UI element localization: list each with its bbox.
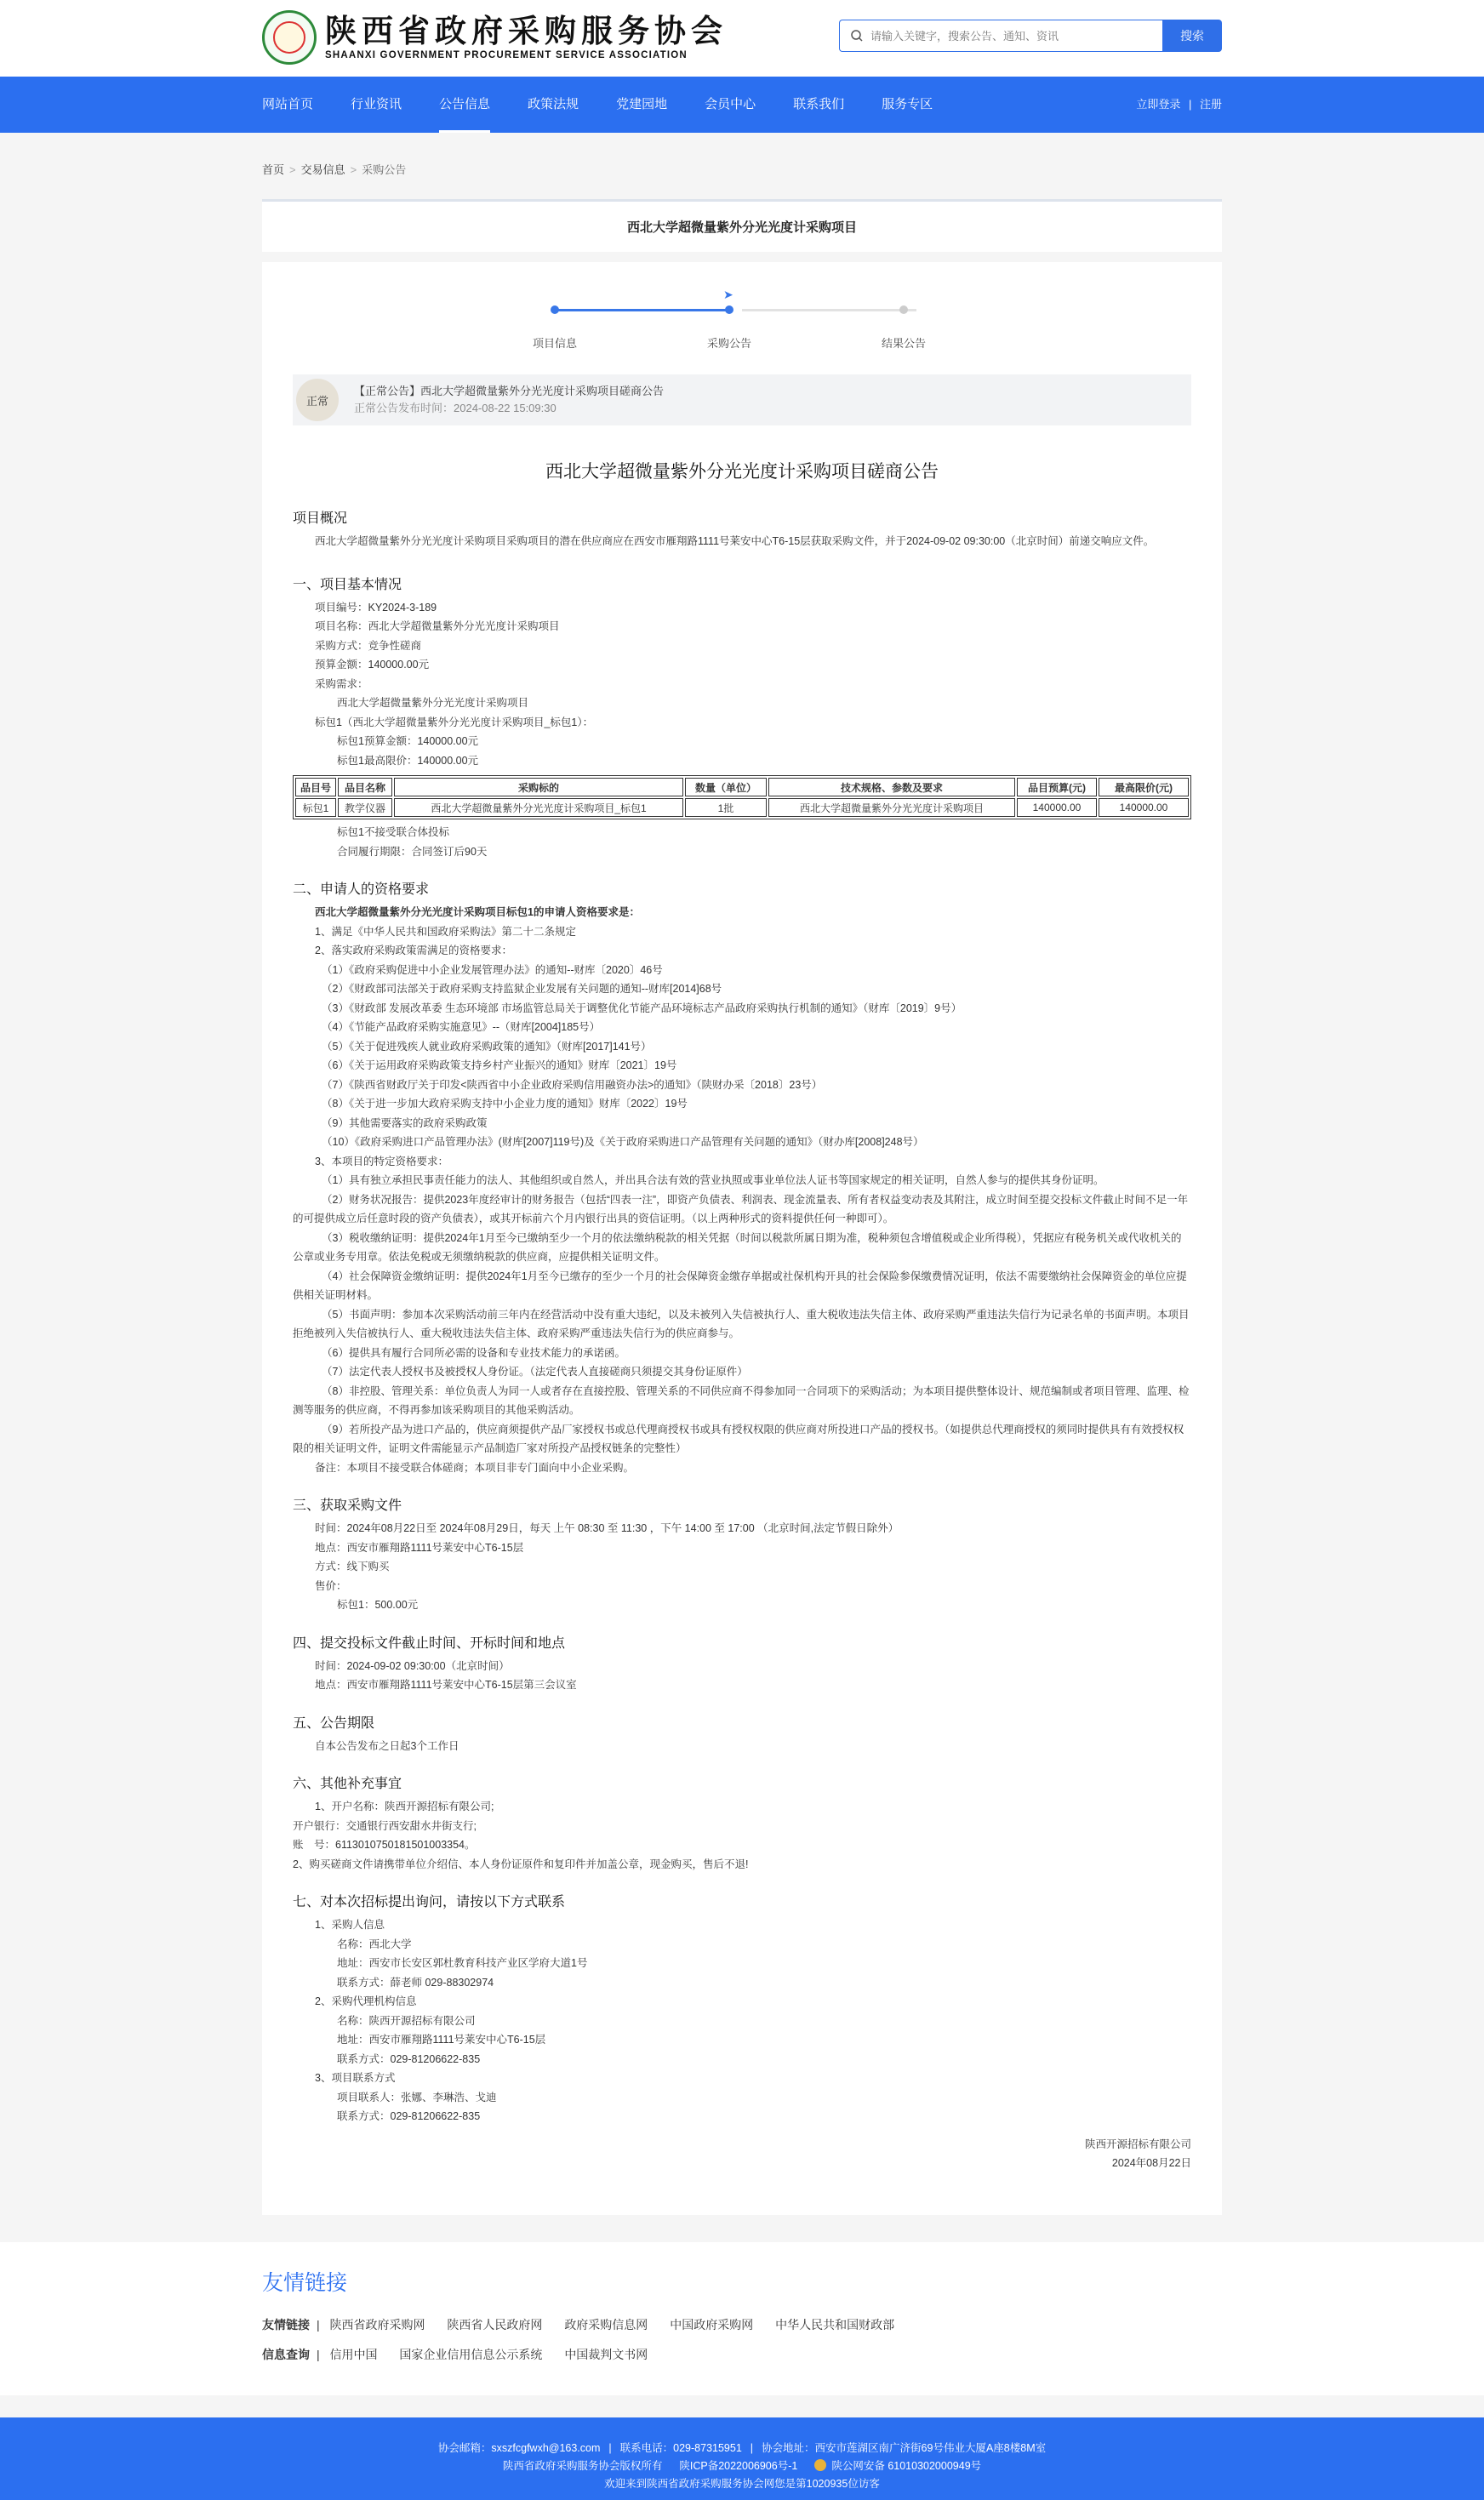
search-button[interactable]: 搜索 [1162,20,1222,52]
logo-chinese-name: 陕西省政府采购服务协会 [325,12,728,49]
contact-line: 联系方式：薛老师 029-88302974 [337,1976,494,1989]
nav-member-center[interactable]: 会员中心 [705,97,756,111]
nav-party-building[interactable]: 党建园地 [616,97,668,111]
page-title: 西北大学超微量紫外分光光度计采购项目 [262,199,1222,252]
policy-item: （8）《关于进一步加大政府采购支持中小企业力度的通知》财库〔2022〕19号 [322,1098,688,1110]
qualification-remark: 备注：本项目不接受联合体磋商；本项目非专门面向中小企业采购。 [315,1461,635,1474]
step-line-done [555,309,729,311]
table-header: 品目预算(元) [1017,778,1097,796]
special-requirement: （3）税收缴纳证明：提供2024年1月至今已缴纳至少一个月的依法缴纳税款的相关凭据（时间以税款所属日期为准，税种须包含增值税或企业所得税），凭据应有税务机关或代收机关的公章或业务专用章。依法免税或无须缴纳税款的供应商，应提供相关证明文件。 [293,1231,1182,1263]
footer-contact-row [0,2440,1484,2457]
breadcrumb-separator: > [289,163,296,176]
package-budget: 标包1预算金额：140000.00元 [337,735,479,747]
breadcrumb-separator: > [350,163,357,176]
announcement-content [262,262,1222,2215]
nav-contact[interactable]: 联系我们 [793,97,845,111]
status-badge: 正常 [296,379,339,421]
overview-text: 西北大学超微量紫外分光光度计采购项目采购项目的潜在供应商应在西安市雁翔路1111号莱安中心T6-15层获取采购文件，并于2024-09-02 09:30:00（北京时间）前递交响应文件。 [315,535,1155,547]
policy-item: （6）《关于运用政府采购政策支持乡村产业振兴的通知》财库〔2021〕19号 [322,1059,677,1071]
step-label-project-info[interactable]: 项目信息 [532,337,577,350]
signature-org: 陕西开源招标有限公司 [1084,2138,1191,2150]
contact-line: 联系方式：029-81206622-835 [337,2110,481,2122]
qualification-item: 2、落实政府采购政策需满足的资格要求： [315,945,512,956]
section-4-heading: 四、提交投标文件截止时间、开标时间和地点 [293,1635,566,1651]
notice-title[interactable]: 【正常公告】西北大学超微量紫外分光光度计采购项目磋商公告 [354,385,665,397]
table-row [295,798,1189,817]
special-requirement: （6）提供具有履行合同所必需的设备和专业技术能力的承诺函。 [322,1346,625,1359]
table-cell: 140000.00 [1017,798,1097,817]
table-header: 数量（单位） [685,778,767,796]
top-header [0,0,1484,77]
contact-line: 项目联系人：张娜、李琳浩、戈迪 [337,2091,497,2103]
footer-email: 协会邮箱：sxszfcgfwxh@163.com [437,2441,601,2454]
footer-copyright: 陕西省政府采购服务协会版权所有 [502,2459,663,2472]
friend-link[interactable]: 中华人民共和国财政部 [775,2317,895,2332]
notice-time: 正常公告发布时间：2024-08-22 15:09:30 [354,402,556,414]
paper-plane-icon: ➤ [723,288,733,301]
document-acquisition-line: 时间：2024年08月22日至 2024年08月29日，每天 上午 08:30 至 11:30 ，下午 14:00 至 17:00 （北京时间,法定节假日除外） [315,1522,899,1534]
policy-item: （2）《财政部司法部关于政府采购支持监狱企业发展有关问题的通知--财库[2014]68号 [322,983,722,995]
special-requirement: （4）社会保障资金缴纳证明：提供2024年1月至今已缴存的至少一个月的社会保障资金缴存单据或社保机构开具的社会保险参保缴费情况证明，依法不需要缴纳社会保障资金的单位应提供相关证明材料。 [293,1270,1187,1301]
info-query-link[interactable]: 中国裁判文书网 [564,2347,648,2361]
contract-period: 合同履行期限：合同签订后90天 [337,845,488,858]
consortium-note: 标包1不接受联合体投标 [337,826,449,838]
special-requirement: （7）法定代表人授权书及被授权人身份证。（法定代表人直接磋商只须提交其身份证原件） [322,1366,748,1378]
project-info-line: 采购方式：竞争性磋商 [315,639,422,652]
special-requirement: （1）具有独立承担民事责任能力的法人、其他组织或自然人，并出具合法有效的营业执照或事业单位法人证书等国家规定的相关证明，自然人参与的提供其身份证明。 [322,1174,1104,1186]
deadline-line: 时间：2024-09-02 09:30:00（北京时间） [315,1659,510,1672]
procurement-table [293,775,1191,819]
friend-links-label: 友情链接 [262,2317,310,2332]
contact-line: 联系方式：029-81206622-835 [337,2052,481,2065]
table-header-row [295,778,1189,796]
table-cell: 西北大学超微量紫外分光光度计采购项目_标包1 [394,798,683,817]
site-footer [0,2417,1484,2500]
friend-link[interactable]: 陕西省政府采购网 [329,2317,425,2332]
signature-block [293,2135,1191,2172]
special-requirements-heading: 3、本项目的特定资格要求： [315,1155,448,1167]
notice-summary [293,374,1191,425]
logo-english-name: SHAANXI GOVERNMENT PROCUREMENT SERVICE ASSOCIATION [325,50,688,60]
policy-item: （4）《节能产品政府采购实施意见》--（财库[2004]185号） [322,1021,601,1033]
qualification-intro: 西北大学超微量紫外分光光度计采购项目标包1的申请人资格要求是： [315,906,640,918]
package-max-price: 标包1最高限价：140000.00元 [337,754,479,767]
project-info-line: 预算金额：140000.00元 [315,659,430,671]
breadcrumb-home[interactable]: 首页 [262,163,285,176]
contact-line: 名称：陕西开源招标有限公司 [337,2014,476,2027]
main-nav [0,77,1484,133]
supplement-line: 2、购买磋商文件请携带单位介绍信、本人身份证原件和复印件并加盖公章，现金购买，售后不退! [293,1858,749,1870]
friend-links-row [262,2310,1222,2340]
document-acquisition-line: 地点：西安市雁翔路1111号莱安中心T6-15层 [315,1541,524,1554]
document-acquisition-line: 方式：线下购买 [315,1561,390,1572]
table-cell: 1批 [685,798,767,817]
supplement-line: 1、开户名称：陕西开源招标有限公司; [315,1801,494,1812]
signature-date: 2024年08月22日 [1111,2156,1191,2169]
nav-policies[interactable]: 政策法规 [528,97,579,111]
info-query-row [262,2340,1222,2370]
package-title: 标包1（西北大学超微量紫外分光光度计采购项目_标包1）： [315,716,594,728]
register-link[interactable]: 注册 [1199,98,1222,111]
section-overview-heading: 项目概况 [293,511,348,526]
friend-link[interactable]: 陕西省人民政府网 [447,2317,543,2332]
table-cell: 标包1 [295,798,336,817]
friend-link[interactable]: 中国政府采购网 [670,2317,754,2332]
section-1-heading: 一、项目基本情况 [293,577,402,592]
search-input[interactable] [870,30,1143,43]
special-requirement: （8）非控股、管理关系：单位负责人为同一人或者存在直接控股、管理关系的不同供应商不得参加同一合同项下的采购活动；为本项目提供整体设计、规范编制或者项目管理、监理、检测等服务的供应商，不得再参加该采购项目的其他采购活动。 [293,1384,1190,1416]
policy-item: （5）《关于促进残疾人就业政府采购政策的通知》（财库[2017]141号） [322,1040,652,1053]
step-dot-result [899,305,908,314]
info-query-label: 信息查询 [262,2347,310,2361]
project-info-line: 项目名称：西北大学超微量紫外分光光度计采购项目 [315,620,560,632]
table-cell: 西北大学超微量紫外分光光度计采购项目 [768,798,1015,817]
deadline-line: 地点：西安市雁翔路1111号莱安中心T6-15层第三会议室 [315,1679,577,1691]
contact-line: 地址：西安市雁翔路1111号莱安中心T6-15层 [337,2034,546,2046]
footer-icp[interactable]: 陕ICP备2022006906号-1 [679,2459,798,2472]
policy-item: （1）《政府采购促进中小企业发展管理办法》的通知--财库〔2020〕46号 [322,963,663,976]
footer-visits: 欢迎来到陕西省政府采购服务协会网您是第1020935位访客 [604,2477,880,2490]
nav-industry-news[interactable]: 行业资讯 [351,97,402,111]
auth-divider: | [1188,98,1192,111]
policy-item: （10）《政府采购进口产品管理办法》(财库[2007]119号)及《关于政府采购进口产品管理有关问题的通知》（财办库[2008]248号） [322,1136,924,1148]
table-header: 采购标的 [394,778,683,796]
footer-police[interactable]: 陕公网安备 61010302000949号 [831,2459,982,2472]
step-label-announcement[interactable]: 采购公告 [706,337,751,350]
search-bar [839,20,1222,52]
nav-service-zone[interactable]: 服务专区 [882,97,933,111]
qualification-item: 1、满足《中华人民共和国政府采购法》第二十二条规定 [315,925,576,938]
contact-line: 地址：西安市长安区郭杜教育科技产业区学府大道1号 [337,1957,588,1969]
footer-separator: | [608,2441,612,2454]
info-query-link[interactable]: 国家企业信用信息公示系统 [399,2347,543,2361]
search-icon [850,29,864,43]
document-price: 标包1：500.00元 [337,1599,419,1611]
divider: | [317,2347,320,2361]
nav-home[interactable]: 网站首页 [262,97,314,111]
step-label-result[interactable]: 结果公告 [881,337,926,350]
friend-link[interactable]: 政府采购信息网 [564,2317,648,2332]
notice-period: 自本公告发布之日起3个工作日 [315,1739,459,1752]
breadcrumb [262,133,1222,184]
friend-links-section [0,2242,1484,2395]
special-requirement: （9）若所投产品为进口产品的，供应商须提供产品厂家授权书或总代理商授权书或具有授权权限的供应商对所投进口产品的授权书。（如提供总代理商授权的须同时提供具有有效授权权限的相关证明文件，证明文件需能显示产品制造厂家对所投产品授权链条的完整性） [293,1423,1184,1454]
breadcrumb-current: 采购公告 [362,163,407,176]
police-badge-icon [814,2459,826,2471]
friend-links-title: 友情链接 [262,2270,348,2295]
divider: | [317,2317,320,2332]
table-cell: 140000.00 [1099,798,1189,817]
table-header: 技术规格、参数及要求 [768,778,1015,796]
progress-steps [487,279,997,364]
project-need: 西北大学超微量紫外分光光度计采购项目 [337,697,529,709]
section-7-heading: 七、对本次招标提出询问，请按以下方式联系 [293,1895,566,1909]
special-requirement: （2）财务状况报告：提供2023年度经审计的财务报告（包括“四表一注”，即资产负债表、利润表、现金流量表、所有者权益变动表及其附注，成立时间至提交投标文件截止时间不足一年的可提供成立后任意时段的资产负债表），或其开标前六个月内银行出具的资信证明。（以上两种形式的资料提供任何一种即可）。 [293,1193,1189,1224]
table-header: 品目号 [295,778,336,796]
step-line-pending [742,309,916,311]
document-title: 西北大学超微量紫外分光光度计采购项目磋商公告 [545,462,939,482]
section-3-heading: 三、获取采购文件 [293,1498,402,1513]
login-link[interactable]: 立即登录 [1136,98,1181,111]
special-requirement: （5）书面声明：参加本次采购活动前三年内在经营活动中没有重大违纪，以及未被列入失信被执行人、重大税收违法失信主体、政府采购严重违法失信行为记录名单的书面声明。本项目拒绝被列入失信被执行人、重大税收违法失信主体、政府采购严重违法失信行为的供应商参与。 [293,1308,1190,1339]
footer-phone: 联系电话：029-87315951 [619,2441,742,2454]
table-header: 品目名称 [338,778,392,796]
policy-item: （3）《财政部 发展改革委 生态环境部 市场监管总局关于调整优化节能产品环境标志产品政府采购执行机制的通知》（财库〔2019〕9号） [322,1002,962,1014]
contact-group-heading: 3、项目联系方式 [315,2072,396,2084]
step-dot-announcement [725,305,733,314]
section-5-heading: 五、公告期限 [293,1715,375,1731]
project-info-line: 采购需求： [315,677,368,690]
contact-group-heading: 2、采购代理机构信息 [315,1995,417,2007]
supplement-line: 开户银行：交通银行西安甜水井街支行; [293,1819,477,1832]
policy-item: （9）其他需要落实的政府采购政策 [322,1116,488,1129]
section-6-heading: 六、其他补充事宜 [293,1777,402,1791]
policy-item: （7）《陕西省财政厅关于印发<陕西省中小企业政府采购信用融资办法>的通知》（陕财办采〔2018〕23号） [322,1078,823,1091]
association-seal-icon [262,10,317,65]
document-acquisition-line: 售价： [315,1579,347,1592]
footer-address: 协会地址：西安市莲湖区南广济街69号伟业大厦A座8楼8M室 [762,2441,1047,2454]
step-dot-project-info [551,305,559,314]
project-info-line: 项目编号：KY2024-3-189 [315,601,437,614]
site-logo[interactable] [262,10,728,65]
breadcrumb-trade-info[interactable]: 交易信息 [300,163,345,176]
supplement-line: 账 号：611301075018150100335​4。 [293,1839,476,1851]
info-query-link[interactable]: 信用中国 [329,2347,378,2361]
nav-announcements[interactable]: 公告信息 [439,77,490,133]
footer-separator: | [750,2441,754,2454]
footer-legal-row [0,2457,1484,2475]
table-header: 最高限价(元) [1099,778,1189,796]
table-cell: 教学仪器 [338,798,392,817]
auth-links [1136,77,1222,133]
contact-line: 名称：西北大学 [337,1938,412,1950]
section-2-heading: 二、申请人的资格要求 [293,882,430,897]
contact-group-heading: 1、采购人信息 [315,1919,385,1931]
